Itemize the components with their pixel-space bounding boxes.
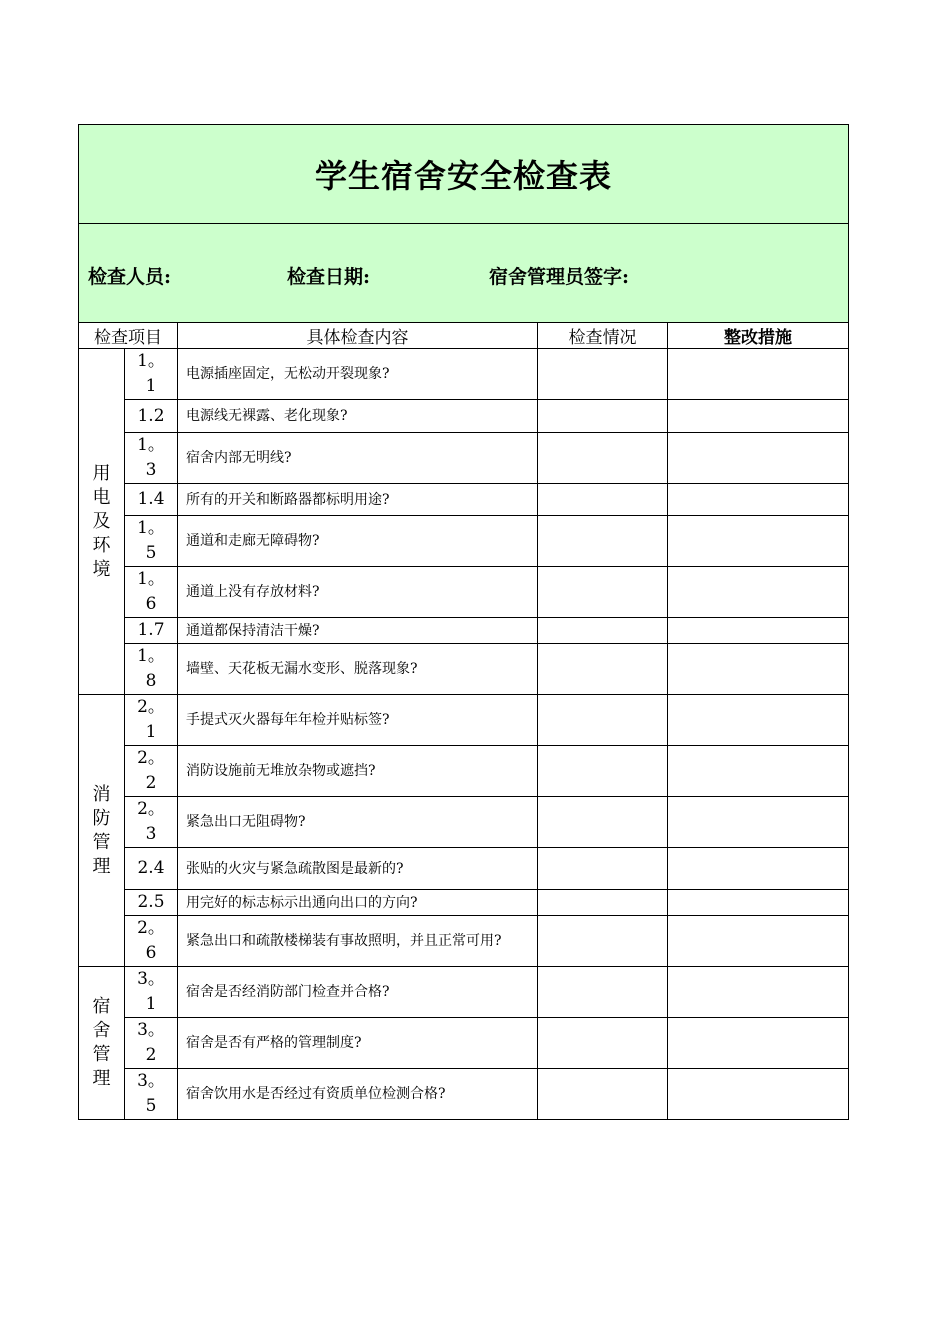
status-cell[interactable] [538,433,668,484]
date-label: 检查日期: [287,266,371,288]
item-number: 2。3 [125,797,178,848]
item-content: 通道上没有存放材料? [178,567,538,618]
item-content: 通道都保持清洁干燥? [178,618,538,644]
item-content: 电源插座固定，无松动开裂现象? [178,349,538,400]
status-cell[interactable] [538,400,668,433]
table-row [79,967,849,1018]
inspection-sheet [78,124,848,1120]
table-row [79,746,849,797]
info-row [79,224,849,323]
measures-cell[interactable] [668,746,849,797]
status-cell[interactable] [538,1018,668,1069]
item-number: 1。6 [125,567,178,618]
table-row [79,484,849,516]
item-number: 3。2 [125,1018,178,1069]
category-cell [79,967,125,1120]
measures-cell[interactable] [668,567,849,618]
item-content: 张贴的火灾与紧急疏散图是最新的? [178,848,538,890]
item-content: 用完好的标志标示出通向出口的方向? [178,890,538,916]
status-cell[interactable] [538,349,668,400]
measures-cell[interactable] [668,695,849,746]
measures-cell[interactable] [668,349,849,400]
status-cell[interactable] [538,848,668,890]
status-cell[interactable] [538,695,668,746]
table-row [79,1018,849,1069]
item-number: 1。3 [125,433,178,484]
item-number: 1.7 [125,618,178,644]
measures-cell[interactable] [668,916,849,967]
item-number: 1.4 [125,484,178,516]
status-cell[interactable] [538,516,668,567]
measures-cell[interactable] [668,644,849,695]
category-label: 消防管理 [92,783,111,877]
table-row [79,1069,849,1120]
item-number: 1。5 [125,516,178,567]
table-row [79,797,849,848]
item-content: 消防设施前无堆放杂物或遮挡? [178,746,538,797]
status-cell[interactable] [538,618,668,644]
category-cell [79,695,125,967]
item-content: 墙壁、天花板无漏水变形、脱落现象? [178,644,538,695]
item-number: 1。1 [125,349,178,400]
item-content: 紧急出口和疏散楼梯装有事故照明，并且正常可用? [178,916,538,967]
column-header-item: 检查项目 [79,323,178,349]
measures-cell[interactable] [668,618,849,644]
status-cell[interactable] [538,916,668,967]
item-number: 2。1 [125,695,178,746]
item-content: 手提式灭火器每年年检并贴标签? [178,695,538,746]
status-cell[interactable] [538,1069,668,1120]
measures-cell[interactable] [668,484,849,516]
item-content: 电源线无裸露、老化现象? [178,400,538,433]
status-cell[interactable] [538,967,668,1018]
measures-cell[interactable] [668,1069,849,1120]
status-cell[interactable] [538,567,668,618]
measures-cell[interactable] [668,1018,849,1069]
table-row [79,618,849,644]
measures-cell[interactable] [668,433,849,484]
status-cell[interactable] [538,484,668,516]
status-cell[interactable] [538,890,668,916]
item-content: 通道和走廊无障碍物? [178,516,538,567]
measures-cell[interactable] [668,516,849,567]
status-cell[interactable] [538,797,668,848]
table-row [79,644,849,695]
measures-cell[interactable] [668,967,849,1018]
status-cell[interactable] [538,746,668,797]
item-number: 3。1 [125,967,178,1018]
category-label: 用电及环境 [92,462,111,580]
inspector-label: 检查人员: [88,266,172,288]
measures-cell[interactable] [668,400,849,433]
item-content: 宿舍是否有严格的管理制度? [178,1018,538,1069]
table-row [79,516,849,567]
table-row [79,695,849,746]
inspection-table [78,124,849,1120]
item-content: 所有的开关和断路器都标明用途? [178,484,538,516]
column-header-content: 具体检查内容 [178,323,538,349]
table-row [79,400,849,433]
item-content: 宿舍内部无明线? [178,433,538,484]
item-number: 1。8 [125,644,178,695]
category-cell [79,349,125,695]
table-row [79,567,849,618]
item-content: 宿舍是否经消防部门检查并合格? [178,967,538,1018]
column-header-measures: 整改措施 [668,323,849,349]
item-number: 2.4 [125,848,178,890]
table-row [79,848,849,890]
measures-cell[interactable] [668,890,849,916]
manager-signature-label: 宿舍管理员签字: [489,266,630,288]
item-number: 3。5 [125,1069,178,1120]
item-content: 紧急出口无阻碍物? [178,797,538,848]
table-row [79,349,849,400]
status-cell[interactable] [538,644,668,695]
item-number: 2.5 [125,890,178,916]
item-number: 2。6 [125,916,178,967]
sheet-title: 学生宿舍安全检查表 [79,125,849,224]
table-row [79,916,849,967]
category-label: 宿舍管理 [92,996,111,1089]
measures-cell[interactable] [668,797,849,848]
column-header-row [79,323,849,349]
measures-cell[interactable] [668,848,849,890]
table-row [79,890,849,916]
item-content: 宿舍饮用水是否经过有资质单位检测合格? [178,1069,538,1120]
item-number: 1.2 [125,400,178,433]
column-header-status: 检查情况 [538,323,668,349]
item-number: 2。2 [125,746,178,797]
table-row [79,433,849,484]
